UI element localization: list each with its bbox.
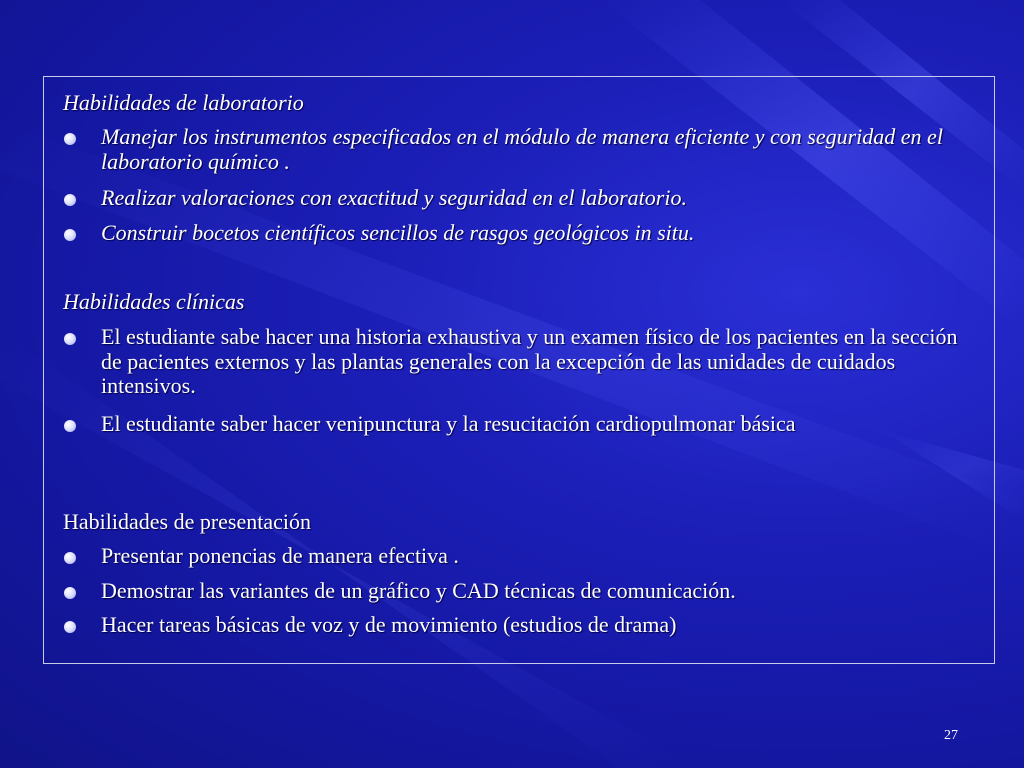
list-item [64,186,964,211]
bullet-icon [64,194,76,206]
list-item-text: Construir bocetos científicos sencillos de rasgos geológicos in situ. [101,220,695,245]
list-item [64,221,964,246]
section-heading-presentacion: Habilidades de presentación [63,509,312,534]
list-item [64,544,964,569]
list-item [64,325,964,399]
bullet-icon [64,621,76,633]
list-item-text: El estudiante sabe hacer una historia exhaustiva y un examen físico de los pacientes en la sección de pacientes externos y las plantas generales con la excepción de las unidades de cuidados intensivos. [101,324,958,398]
list-item-text: El estudiante saber hacer venipunctura y la resucitación cardiopulmonar básica [101,411,796,436]
bullet-icon [64,552,76,564]
bullet-icon [64,333,76,345]
list-item-text: Demostrar las variantes de un gráfico y CAD técnicas de comunicación. [101,578,736,603]
bullet-icon [64,420,76,432]
page-number: 27 [944,728,958,743]
list-item-text: Realizar valoraciones con exactitud y seguridad en el laboratorio. [101,185,687,210]
list-item [64,613,964,638]
bullet-icon [64,587,76,599]
list-item [64,412,964,437]
bullet-icon [64,229,76,241]
list-item-text: Presentar ponencias de manera efectiva . [101,543,459,568]
section-heading-clinicas: Habilidades clínicas [63,289,245,314]
list-item-text: Manejar los instrumentos especificados en el módulo de manera eficiente y con seguridad en el laboratorio químico . [101,124,943,174]
bullet-icon [64,133,76,145]
list-item-text: Hacer tareas básicas de voz y de movimiento (estudios de drama) [101,612,677,637]
section-heading-laboratorio: Habilidades de laboratorio [63,90,304,115]
list-item [64,125,964,174]
list-item [64,579,964,604]
